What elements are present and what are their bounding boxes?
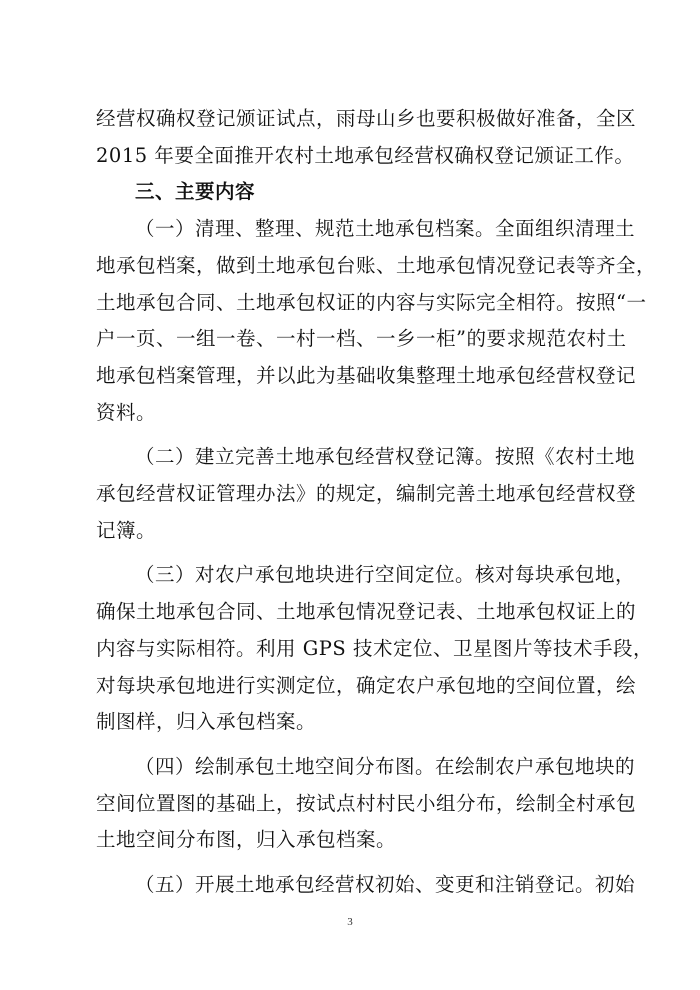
text-line: 2015 年要全面推开农村土地承包经营权确权登记颁证工作。 [96, 143, 635, 167]
text-line: 对每块承包地进行实测定位，确定农户承包地的空间位置，绘 [96, 673, 637, 697]
paragraph-3 [96, 557, 653, 741]
paragraph-5 [96, 867, 636, 904]
page-number: 3 [347, 916, 353, 928]
paragraph-2 [96, 439, 637, 549]
text-line: 空间位置图的基础上，按试点村村民小组分布，绘制全村承包 [96, 791, 637, 815]
paragraph-4 [96, 749, 637, 859]
text-line: 内容与实际相符。利用 GPS 技术定位、卫星图片等技术手段， [96, 636, 653, 660]
text-line: 土地空间分布图，归入承包档案。 [96, 828, 397, 852]
text-line: （五）开展土地承包经营权初始、变更和注销登记。初始 [135, 873, 636, 897]
text-line: 确保土地承包合同、土地承包情况登记表、土地承包权证上的 [96, 600, 637, 624]
section-heading: 三、主要内容 [135, 180, 256, 204]
text-line: （一）清理、整理、规范土地承包档案。全面组织清理土 [135, 217, 636, 241]
text-line: 记簿。 [96, 518, 157, 542]
text-line: 土地承包合同、土地承包权证的内容与实际完全相符。按照“一 [96, 290, 647, 314]
text-line: 地承包档案管理，并以此为基础收集整理土地承包经营权登记 [96, 363, 637, 387]
text-line: 户一页、一组一卷、一村一档、一乡一柜”的要求规范农村土 [96, 327, 627, 351]
text-line: 承包经营权证管理办法》的规定，编制完善土地承包经营权登 [96, 482, 637, 506]
text-line: （三）对农户承包地块进行空间定位。核对每块承包地， [135, 563, 636, 587]
text-line: 经营权确权登记颁证试点，雨母山乡也要积极做好准备，全区 [96, 107, 637, 130]
text-line: 资料。 [96, 400, 157, 424]
text-line: （二）建立完善土地承包经营权登记簿。按照《农村土地 [135, 445, 636, 469]
paragraph-1 [96, 211, 657, 431]
document-body [96, 101, 657, 904]
text-line: 制图样，归入承包档案。 [96, 710, 317, 734]
text-line: 地承包档案，做到土地承包台账、土地承包情况登记表等齐全， [96, 253, 657, 277]
text-line: （四）绘制承包土地空间分布图。在绘制农户承包地块的 [135, 754, 636, 778]
continuation-paragraph [96, 101, 637, 174]
